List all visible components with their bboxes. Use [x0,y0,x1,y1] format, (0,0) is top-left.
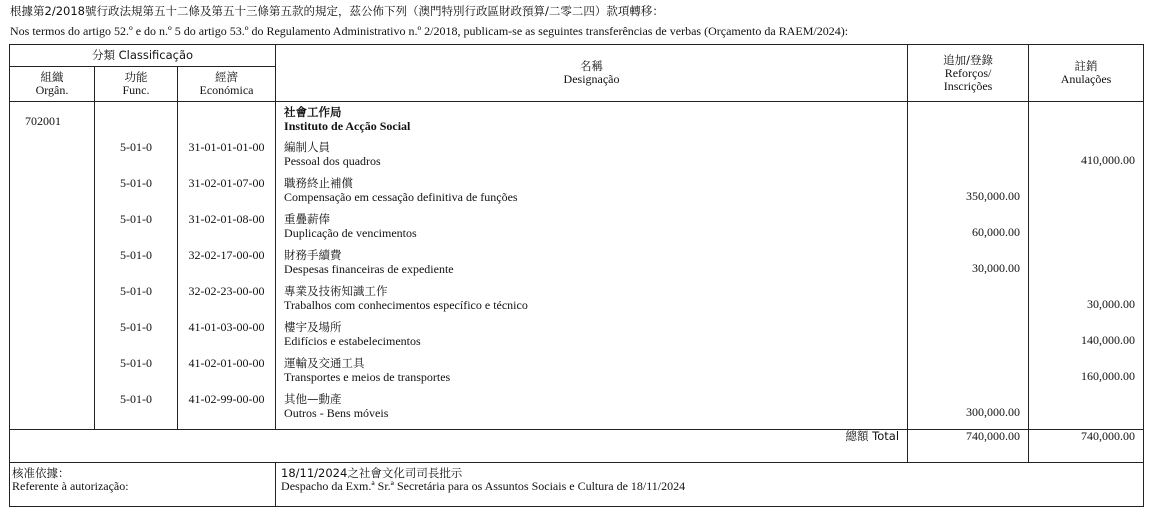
table-row [10,393,1144,430]
row-name-pt: Compensação em cessação definitiva de funções [284,189,518,204]
row-anulacao: 30,000.00 [1029,285,1144,321]
row-designation [276,213,908,249]
header-reforcos-pt2: Inscrições [943,78,993,93]
intro-text-chinese: 根據第2/2018號行政法規第五十二條及第五十三條第五款的規定，茲公佈下列（澳門特別行政區財政預算/二零二四）款項轉移： [10,4,664,18]
table-row [10,177,1144,213]
row-econ: 32-02-23-00-00 [178,285,276,321]
row-reforco: 350,000.00 [908,177,1029,213]
total-anulacao: 740,000.00 [1029,430,1144,463]
header-designation-zh: 名稱 [580,59,604,73]
row-name-pt: Pessoal dos quadros [284,153,381,168]
footer-row [10,463,1144,507]
row-name-zh: 其他—動產 [284,391,342,406]
organ-reforco-empty [908,102,1029,141]
header-designation [276,45,908,102]
row-econ: 41-02-01-00-00 [178,357,276,393]
row-econ: 41-01-03-00-00 [178,321,276,357]
header-func-zh: 功能 [124,70,148,84]
authorization-text-zh: 18/11/2024之社會文化司司長批示 [281,466,463,480]
row-designation [276,141,908,177]
row-reforco [908,321,1029,357]
authorization-text [276,463,1144,507]
row-func: 5-01-0 [95,321,178,357]
header-econ-zh: 經濟 [215,70,239,84]
intro-text-portuguese: Nos termos do artigo 52.º e do n.º 5 do artigo 53.º do Regulamento Administrativo n.º 2/2018, publicam-se as seguintes transferências de verbas (Orçamento da RAEM/2024): [10,24,849,38]
organ-row [10,102,1144,141]
header-reforcos-pt1: Reforços/ [944,65,992,80]
header-anulacoes [1029,45,1144,102]
header-econ-pt: Económica [199,83,254,97]
row-econ: 32-02-17-00-00 [178,249,276,285]
organ-name-zh: 社會工作局 [284,105,342,119]
table-row [10,321,1144,357]
row-designation [276,393,908,430]
header-classification: 分類 Classificação [10,45,276,67]
organ-code: 702001 [10,102,95,141]
row-reforco [908,357,1029,393]
row-designation [276,177,908,213]
row-designation [276,357,908,393]
organ-func-empty [95,102,178,141]
total-label [10,430,908,463]
row-name-zh: 專業及技術知識工作 [284,283,388,298]
total-row [10,430,1144,463]
row-name-pt: Despesas financeiras de expediente [284,261,454,276]
table-row [10,357,1144,393]
total-reforco: 740,000.00 [908,430,1029,463]
table-row [10,249,1144,285]
row-anulacao: 160,000.00 [1029,357,1144,393]
header-organ [10,67,95,102]
row-name-pt: Outros - Bens móveis [284,405,389,420]
authorization-label-pt: Referente à autorização: [12,479,129,493]
row-reforco [908,285,1029,321]
organ-anulacao-empty [1029,102,1144,141]
header-func-pt: Func. [122,83,150,97]
row-func: 5-01-0 [95,177,178,213]
row-name-zh: 運輸及交通工具 [284,355,365,370]
organ-name-pt: Instituto de Acção Social [284,119,411,133]
row-anulacao [1029,249,1144,285]
row-name-pt: Edifícios e estabelecimentos [284,333,421,348]
row-econ: 31-02-01-07-00 [178,177,276,213]
row-designation [276,249,908,285]
table-row [10,285,1144,321]
budget-transfer-table [9,44,1144,507]
row-name-zh: 重疊薪俸 [284,211,331,226]
row-name-pt: Duplicação de vencimentos [284,225,417,240]
row-func: 5-01-0 [95,285,178,321]
row-name-zh: 財務手續費 [284,247,342,262]
row-designation [276,285,908,321]
row-econ: 31-02-01-08-00 [178,213,276,249]
row-func: 5-01-0 [95,213,178,249]
row-name-pt: Trabalhos com conhecimentos específico e técnico [284,297,528,312]
row-reforco: 60,000.00 [908,213,1029,249]
organ-econ-empty [178,102,276,141]
row-reforco: 30,000.00 [908,249,1029,285]
row-econ: 41-02-99-00-00 [178,393,276,430]
row-func: 5-01-0 [95,357,178,393]
table-row [10,213,1144,249]
header-reforcos [908,45,1029,102]
header-econ [178,67,276,102]
header-anulacoes-zh: 註銷 [1074,59,1098,73]
header-reforcos-zh: 追加/登錄 [943,52,993,67]
row-anulacao: 410,000.00 [1029,141,1144,177]
row-anulacao [1029,177,1144,213]
row-designation [276,321,908,357]
header-organ-pt: Orgân. [35,83,69,97]
organ-name [276,102,908,141]
row-reforco: 300,000.00 [908,393,1029,430]
row-name-pt: Transportes e meios de transportes [284,369,451,384]
row-anulacao [1029,393,1144,430]
row-func: 5-01-0 [95,393,178,430]
row-anulacao [1029,213,1144,249]
table-row [10,141,1144,177]
row-func: 5-01-0 [95,141,178,177]
row-name-zh: 樓宇及場所 [284,319,342,334]
row-reforco [908,141,1029,177]
authorization-label-zh: 核准依據： [12,466,70,480]
authorization-label [10,463,276,507]
header-func [95,67,178,102]
row-func: 5-01-0 [95,249,178,285]
row-anulacao: 140,000.00 [1029,321,1144,357]
authorization-text-pt: Despacho da Exm.ª Sr.ª Secretária para os Assuntos Sociais e Cultura de 18/11/2024 [281,479,686,493]
header-designation-pt: Designação [563,72,620,86]
header-organ-zh: 組織 [40,70,64,84]
row-name-zh: 編制人員 [284,139,331,154]
header-anulacoes-pt: Anulações [1060,72,1112,86]
row-econ: 31-01-01-01-00 [178,141,276,177]
row-name-zh: 職務終止補償 [284,175,354,190]
total-label-text: 總額 Total [845,429,900,443]
